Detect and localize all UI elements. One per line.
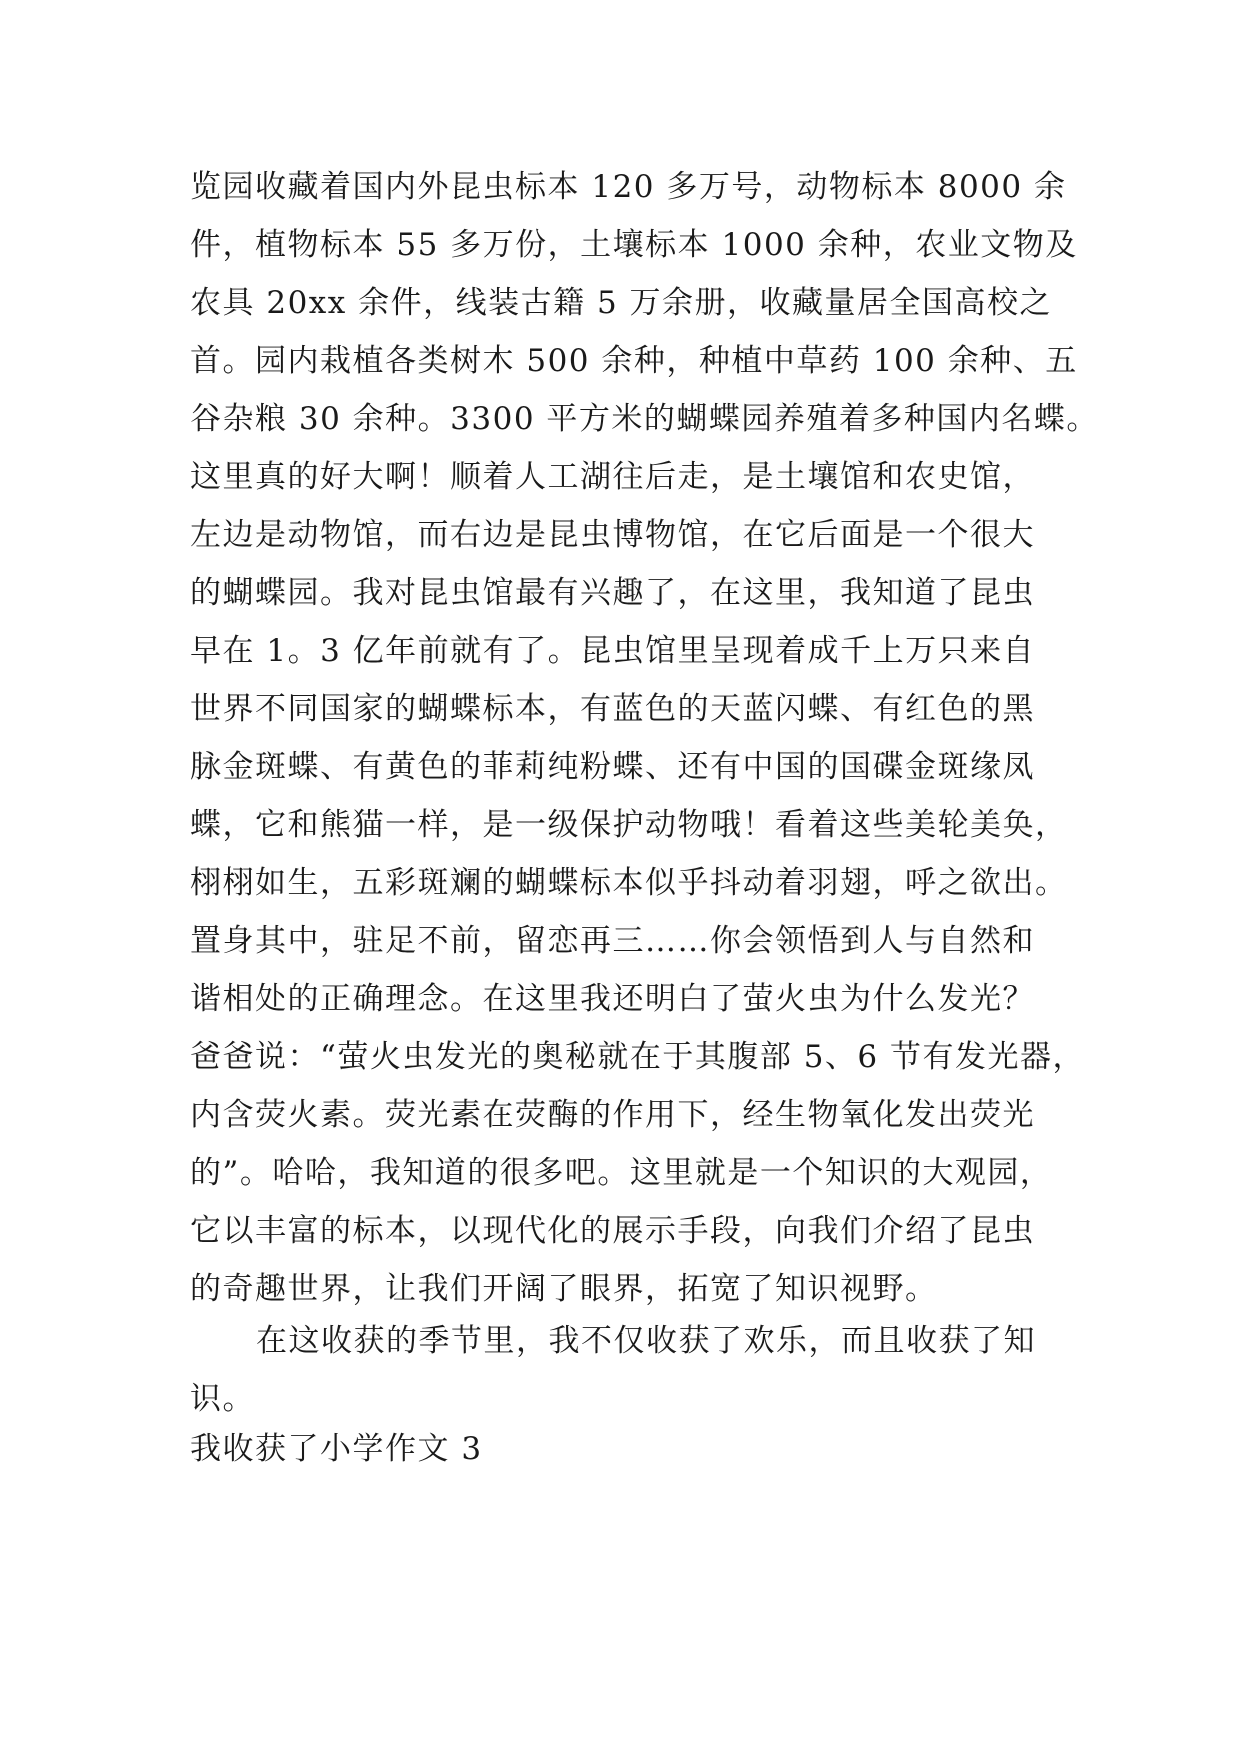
text-line: 蝶，它和熊猫一样，是一级保护动物哦！看着这些美轮美奂， (190, 807, 1068, 843)
body-paragraph (190, 158, 1099, 1318)
text-line: 这里真的好大啊！顺着人工湖往后走，是土壤馆和农史馆， (190, 459, 1035, 495)
text-line: 谷杂粮 30 余种。3300 平方米的蝴蝶园养殖着多种国内名蝶。 (190, 401, 1099, 437)
text-line: 览园收藏着国内外昆虫标本 120 多万号，动物标本 8000 余 (190, 169, 1067, 205)
heading-text: 我收获了小学作文 3 (190, 1431, 483, 1467)
text-line: 的奇趣世界，让我们开阔了眼界，拓宽了知识视野。 (190, 1271, 938, 1307)
text-line: 在这收获的季节里，我不仅收获了欢乐，而且收获了知 (256, 1323, 1036, 1359)
text-line: 识。 (190, 1381, 255, 1417)
text-line: 置身其中，驻足不前，留恋再三……你会领悟到人与自然和 (190, 923, 1035, 959)
text-line: 栩栩如生，五彩斑斓的蝴蝶标本似乎抖动着羽翅，呼之欲出。 (190, 865, 1068, 901)
text-line: 农具 20xx 余件，线装古籍 5 万余册，收藏量居全国高校之 (190, 285, 1053, 321)
text-line: 脉金斑蝶、有黄色的菲莉纯粉蝶、还有中国的国碟金斑缘凤 (190, 749, 1035, 785)
next-essay-heading (190, 1420, 1052, 1478)
text-line: 谐相处的正确理念。在这里我还明白了萤火虫为什么发光？ (190, 981, 1035, 1017)
text-line: 件，植物标本 55 多万份，土壤标本 1000 余种，农业文物及 (190, 227, 1078, 263)
text-line: 世界不同国家的蝴蝶标本，有蓝色的天蓝闪蝶、有红色的黑 (190, 691, 1035, 727)
text-line: 的蝴蝶园。我对昆虫馆最有兴趣了，在这里，我知道了昆虫 (190, 575, 1035, 611)
text-line: 内含荧火素。荧光素在荧酶的作用下，经生物氧化发出荧光 (190, 1097, 1035, 1133)
closing-paragraph (190, 1312, 1052, 1428)
text-line: 它以丰富的标本，以现代化的展示手段，向我们介绍了昆虫 (190, 1213, 1035, 1249)
text-line: 早在 1。3 亿年前就有了。昆虫馆里呈现着成千上万只来自 (190, 633, 1036, 669)
text-line: 的”。哈哈，我知道的很多吧。这里就是一个知识的大观园， (190, 1155, 1053, 1191)
text-line: 爸爸说：“萤火虫发光的奥秘就在于其腹部 5、6 节有发光器， (190, 1039, 1085, 1075)
text-line: 首。园内栽植各类树木 500 余种，种植中草药 100 余种、五 (190, 343, 1078, 379)
text-line: 左边是动物馆，而右边是昆虫博物馆，在它后面是一个很大 (190, 517, 1035, 553)
